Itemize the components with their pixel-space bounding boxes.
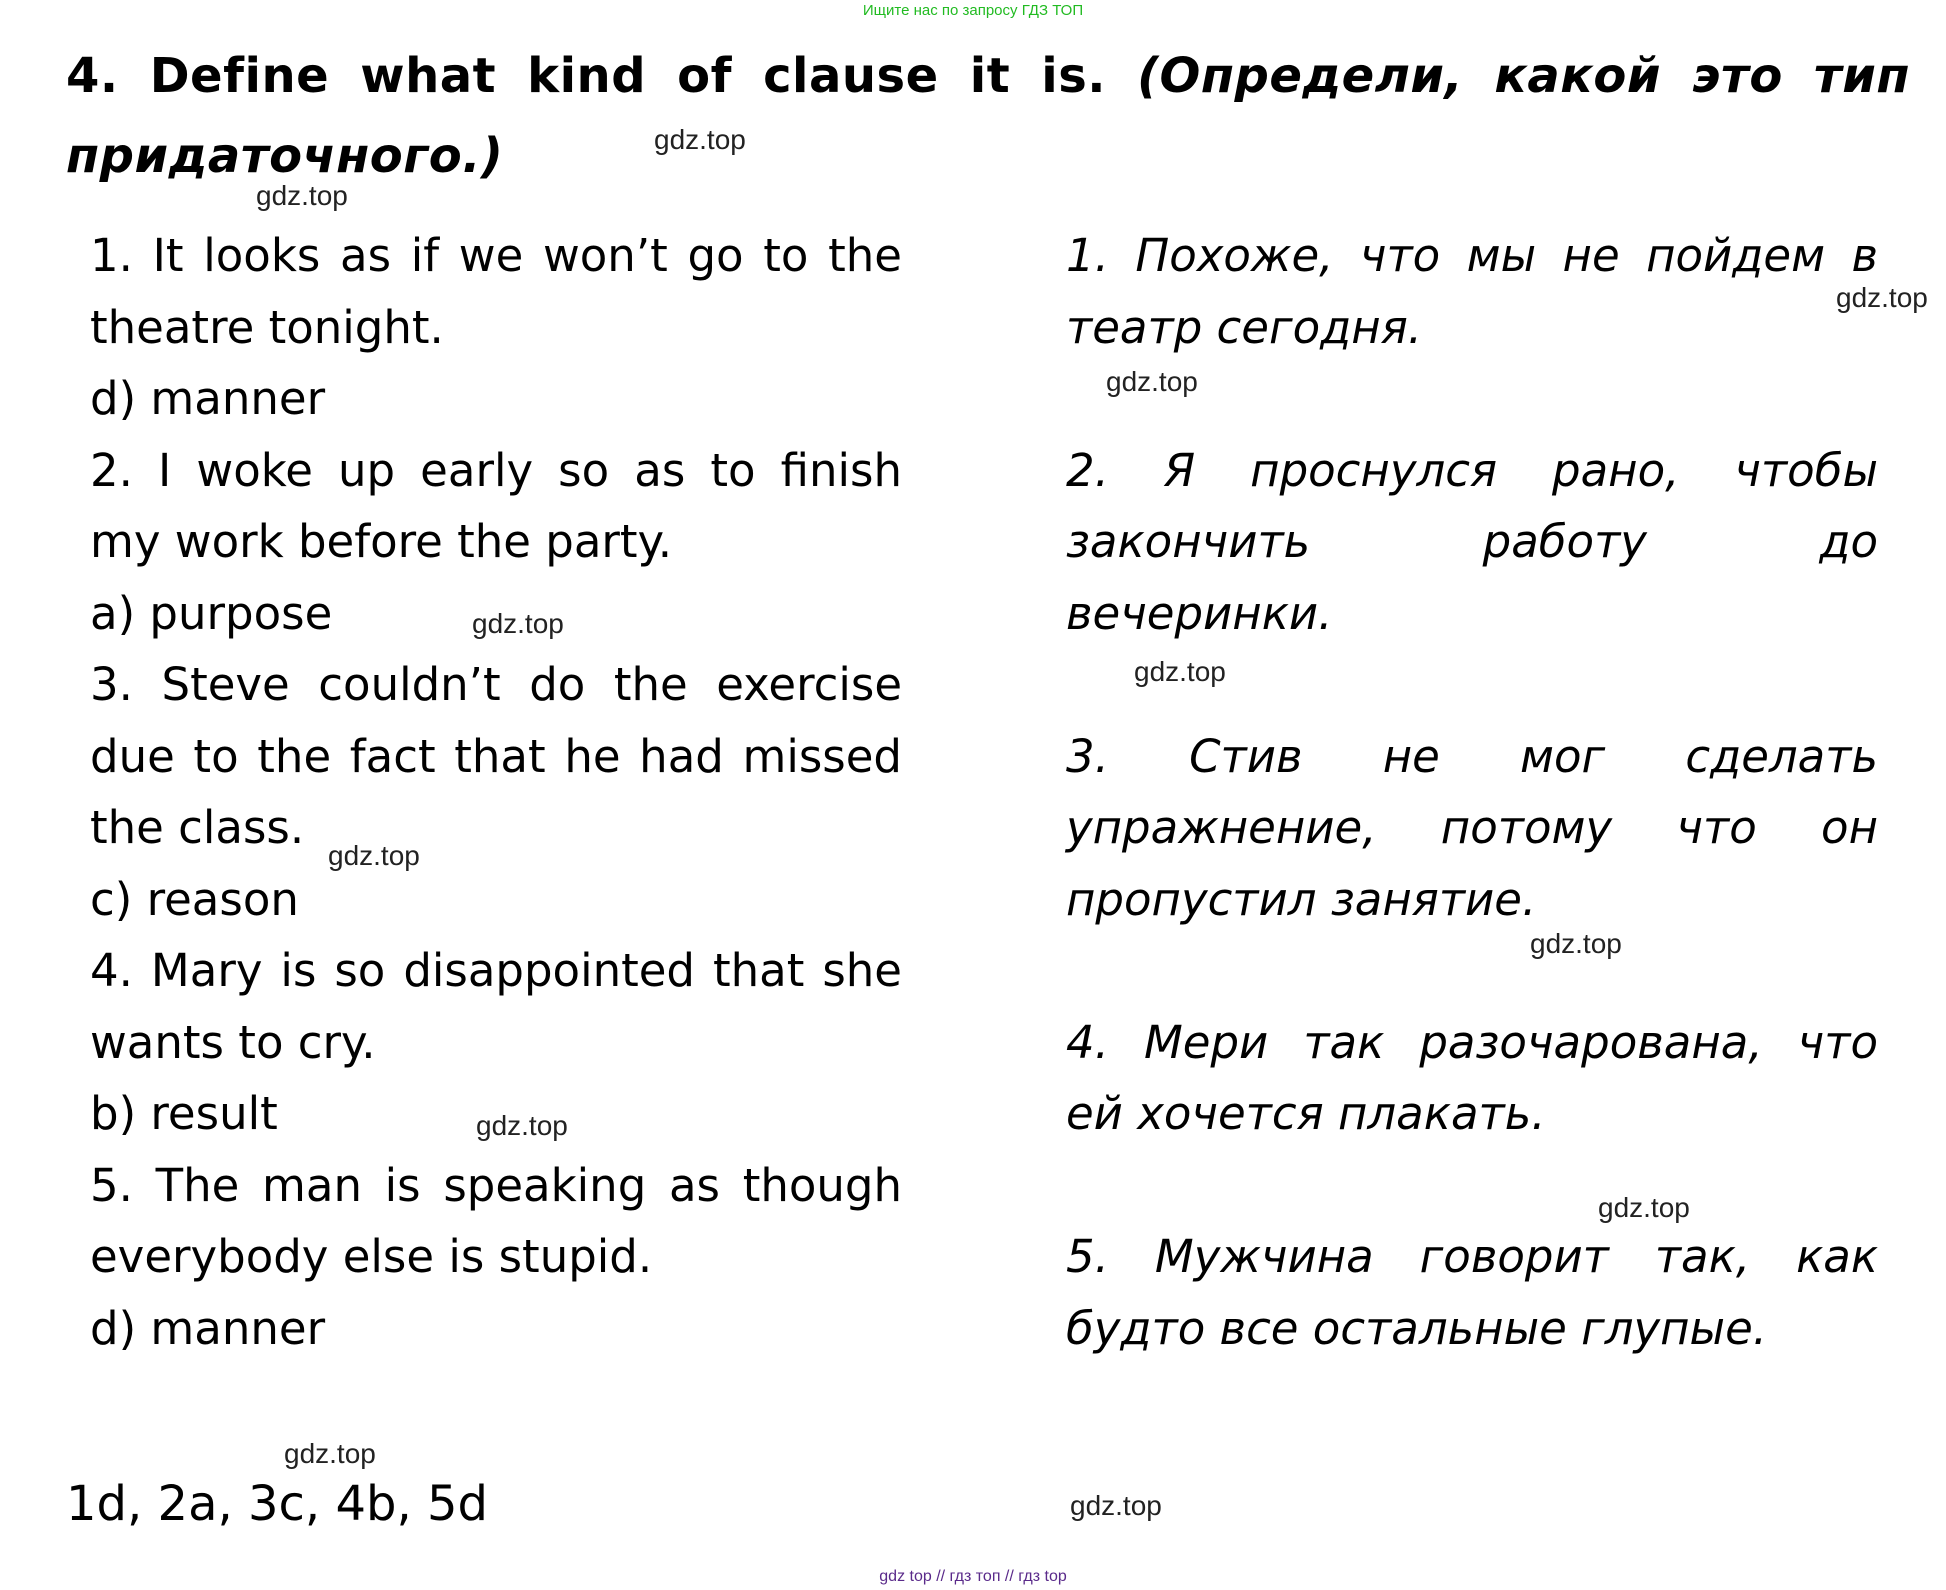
right-line: 2. Я проснулся рано, чтобы [1066,443,1878,497]
right-line: будто все остальные глупые. [1066,1301,1768,1355]
left-line: due to the fact that he had missed [90,729,902,783]
answer-key: 1d, 2a, 3c, 4b, 5d [66,1476,488,1532]
left-line: theatre tonight. [90,300,444,354]
right-line: 4. Мери так разочарована, что [1066,1015,1878,1069]
watermark: gdz.top [476,1110,568,1141]
heading-english: 4. Define what kind of clause it is. [66,48,1106,104]
left-line: 2. I woke up early so as to finish [90,443,902,497]
left-line: b) result [90,1087,278,1140]
watermark: gdz.top [1530,928,1622,959]
top-banner: Ищите нас по запросу ГДЗ ТОП [862,2,1084,19]
right-line: ей хочется плакать. [1066,1087,1546,1140]
left-line: a) purpose [90,586,333,640]
right-line: упражнение, потому что он [1066,801,1878,854]
right-line: вечеринки. [1066,586,1333,640]
english-column [90,220,902,1364]
left-line: 5. The man is speaking as though [90,1158,902,1212]
left-line: wants to cry. [90,1015,376,1069]
watermark: gdz.top [1134,656,1226,687]
left-line: everybody else is stupid. [90,1230,653,1283]
watermark: gdz.top [1106,366,1198,397]
watermark: gdz.top [1070,1490,1162,1521]
heading-russian: (Определи, какой это тип придаточного.) [66,48,1910,184]
left-line: 3. Steve couldn’t do the exercise [90,658,902,711]
left-line: my work before the party. [90,515,673,568]
watermark: gdz.top [1836,282,1928,313]
left-line: 1. It looks as if we won’t go to the [90,229,902,282]
right-line: театр сегодня. [1066,300,1423,354]
watermark: gdz.top [654,124,746,155]
left-line: 4. Mary is so disappointed that she [90,944,902,997]
watermark: gdz.top [1598,1192,1690,1223]
right-line: 5. Мужчина говорит так, как [1066,1230,1878,1283]
watermark: gdz.top [472,608,564,639]
watermark: gdz.top [256,180,348,211]
right-line: закончить работу до [1066,515,1878,568]
left-line: the class. [90,801,305,854]
right-line: 3. Стив не мог сделать [1066,729,1878,783]
footer: gdz top // гдз топ // гдз top [879,1568,1067,1585]
left-line: d) manner [90,1301,326,1355]
left-line: c) reason [90,872,299,926]
exercise-heading [66,36,1910,196]
left-line: d) manner [90,372,326,425]
watermark: gdz.top [284,1438,376,1469]
right-line: 1. Похоже, что мы не пойдем в [1066,229,1878,282]
right-line: пропустил занятие. [1066,872,1537,926]
watermark: gdz.top [328,840,420,871]
